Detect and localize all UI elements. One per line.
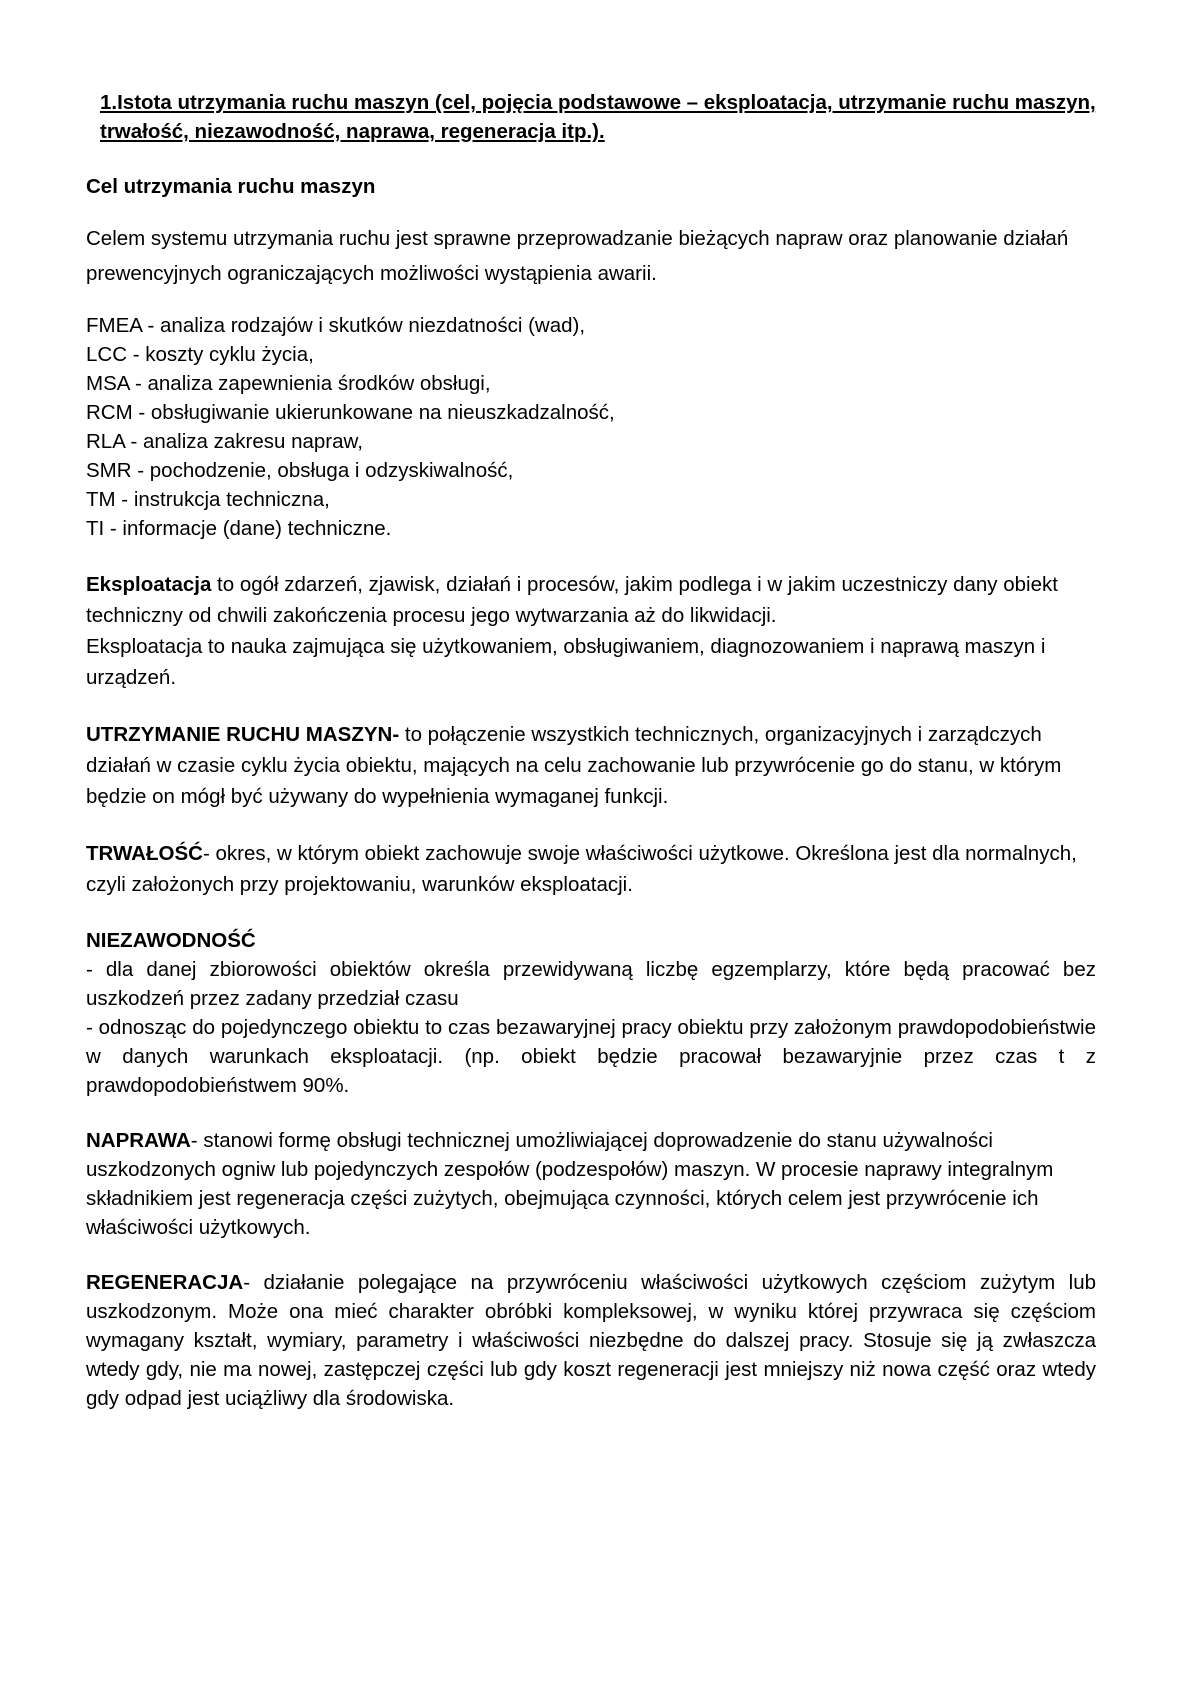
abbreviation-item: TM - instrukcja techniczna,	[86, 488, 330, 511]
regeneration-term: REGENERACJA	[86, 1271, 244, 1294]
exploitation-text-2: Eksploatacja to nauka zajmująca się użytkowaniem, obsługiwaniem, diagnozowaniem i naprawą maszyn i urządzeń.	[86, 635, 1046, 689]
repair-term: NAPRAWA	[86, 1129, 191, 1152]
regeneration-definition	[86, 1268, 1096, 1413]
regeneration-text: - działanie polegające na przywróceniu właściwości użytkowych częściom zużytym lub uszkodzonym. Może ona mieć charakter obróbki kompleksowej, w wyniku której przywraca się częściom wymagany kształt, wymiary, parametry i właściwości niezbędne do dalszej pracy. Stosuje się ją zwłaszcza wtedy gdy, nie ma nowej, zastępczej części lub gdy koszt regeneracji jest mniejszy niż nowa część oraz wtedy gdy odpad jest uciążliwy dla środowiska.	[86, 1271, 1096, 1410]
abbreviation-item: SMR - pochodzenie, obsługa i odzyskiwalność,	[86, 459, 514, 482]
abbreviation-item: RCM - obsługiwanie ukierunkowane na nieuszkadzalność,	[86, 401, 615, 424]
reliability-definition	[86, 926, 1096, 1100]
abbreviation-item: MSA - analiza zapewnienia środków obsługi,	[86, 372, 491, 395]
abbreviation-item: FMEA - analiza rodzajów i skutków niezdatności (wad),	[86, 314, 586, 337]
goal-text: Celem systemu utrzymania ruchu jest sprawne przeprowadzanie bieżących napraw oraz planowanie działań prewencyjnych ograniczających możliwości wystąpienia awarii.	[86, 227, 1069, 285]
exploitation-text: to ogół zdarzeń, zjawisk, działań i procesów, jakim podlega i w jakim uczestniczy dany obiekt techniczny od chwili zakończenia procesu jego wytwarzania aż do likwidacji.	[86, 573, 1058, 627]
maintenance-text: to połączenie wszystkich technicznych, organizacyjnych i zarządczych działań w czasie cyklu życia obiektu, mających na celu zachowanie lub przywrócenie go do stanu, w którym będzie on mógł być używany do wypełnienia wymaganej funkcji.	[86, 723, 1062, 808]
abbreviation-item: TI - informacje (dane) techniczne.	[86, 517, 392, 540]
exploitation-term: Eksploatacja	[86, 573, 212, 596]
repair-definition	[86, 1126, 1096, 1242]
maintenance-term: UTRZYMANIE RUCHU MASZYN-	[86, 723, 400, 746]
abbreviation-item: RLA - analiza zakresu napraw,	[86, 430, 363, 453]
reliability-line-1: - dla danej zbiorowości obiektów określa przewidywaną liczbę egzemplarzy, które będą pracować bez uszkodzeń przez zadany przedział czasu	[86, 958, 1096, 1010]
durability-text: - okres, w którym obiekt zachowuje swoje właściwości użytkowe. Określona jest dla normalnych, czyli założonych przy projektowaniu, warunków eksploatacji.	[86, 842, 1077, 896]
maintenance-definition	[86, 719, 1096, 812]
repair-text: - stanowi formę obsługi technicznej umożliwiającej doprowadzenie do stanu używalności uszkodzonych ogniw lub pojedynczych zespołów (podzespołów) maszyn. W procesie naprawy integralnym składnikiem jest regeneracja części zużytych, obejmująca czynności, których celem jest przywrócenie ich właściwości użytkowych.	[86, 1129, 1054, 1239]
document-body	[86, 88, 1096, 1413]
reliability-line-2: - odnosząc do pojedynczego obiektu to czas bezawaryjnej pracy obiektu przy założonym prawdopodobieństwie w danych warunkach eksploatacji. (np. obiekt będzie pracował bezawaryjnie przez czas t z prawdopodobieństwem 90%.	[86, 1016, 1096, 1097]
document-heading: 1.Istota utrzymania ruchu maszyn (cel, pojęcia podstawowe – eksploatacja, utrzymanie ruchu maszyn, trwałość, niezawodność, naprawa, regeneracja itp.).	[100, 91, 1096, 143]
durability-term: TRWAŁOŚĆ	[86, 842, 203, 865]
durability-definition	[86, 838, 1096, 900]
reliability-term: NIEZAWODNOŚĆ	[86, 929, 256, 952]
exploitation-definition	[86, 569, 1096, 693]
abbreviation-list	[86, 311, 1096, 543]
goal-title: Cel utrzymania ruchu maszyn	[86, 175, 376, 198]
abbreviation-item: LCC - koszty cyklu życia,	[86, 343, 314, 366]
